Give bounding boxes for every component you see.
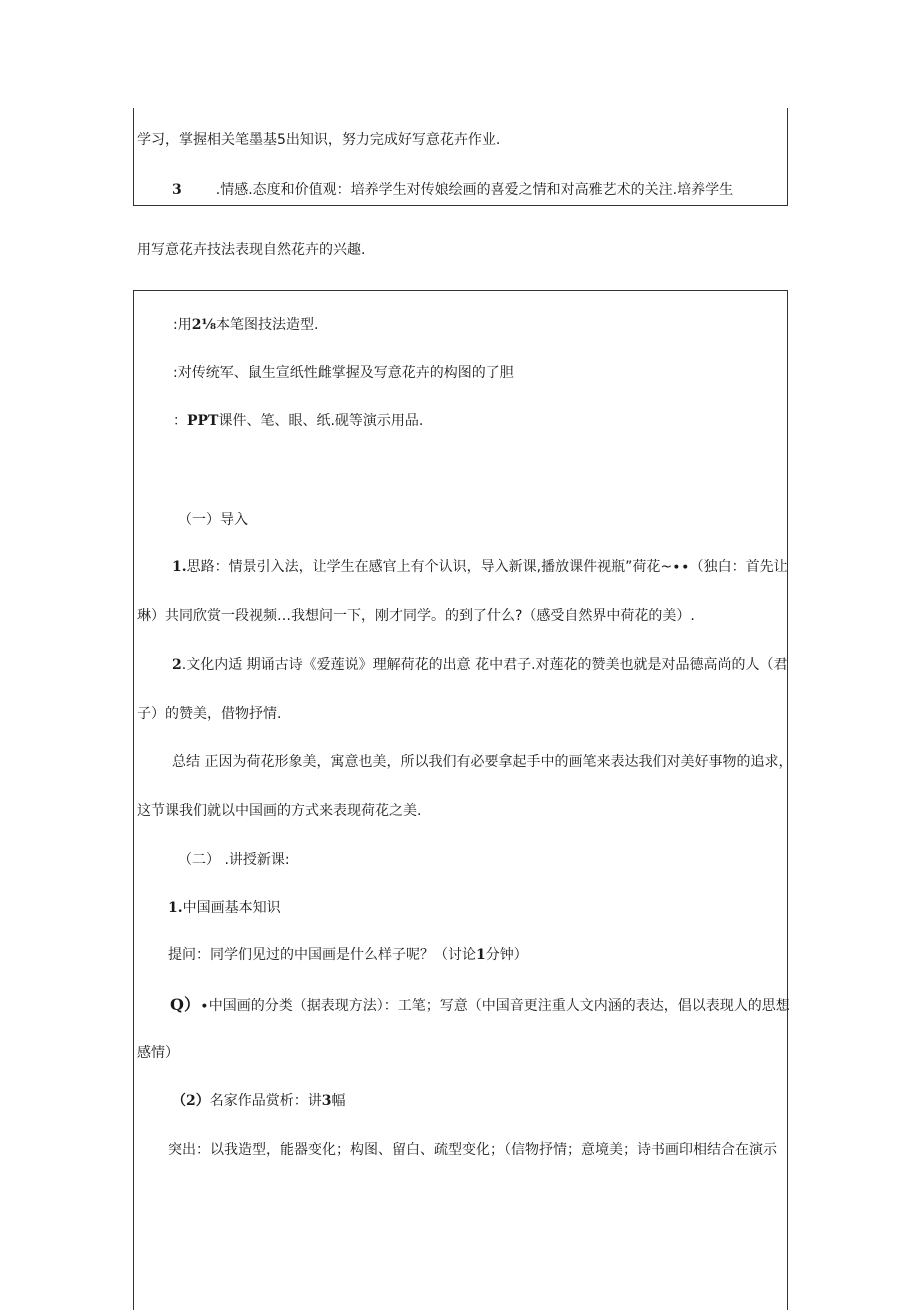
subsection-number: 1. [168, 900, 183, 916]
paragraph-1-line-1 [172, 557, 788, 577]
classification-line-1 [170, 995, 790, 1016]
item-2-text-b: 幅 [331, 1093, 346, 1109]
difficulty-line: :对传统军、鼠生宣纸性雌掌握及写意花卉的构图的了胆 [173, 365, 514, 381]
item-2-number: （2） [172, 1093, 210, 1109]
preparation-rest: 课件、笔、眼、纸.砚等演示用品. [218, 413, 424, 429]
section-heading-2: （二） .讲授新课: [178, 852, 290, 868]
paragraph-2-line-2: 子）的赞美，借物抒情. [137, 706, 282, 722]
top-line-1: 学习，掌握相关笔墨基5出知识，努力完成好写意花卉作业. [137, 132, 501, 148]
summary-line-1: 总结 正因为荷花形象美，寓意也美，所以我们有必要拿起手中的画笔来表达我们对美好事物的追求， [172, 754, 793, 770]
question-number: 1 [476, 947, 486, 963]
paragraph-1-line-2: 琳）共同欣赏一段视频…我想问一下，刚才同学。的到了什么?（感受自然界中荷花的美）. [137, 608, 695, 624]
preparation-line [173, 411, 423, 431]
key-point-prefix: :用 [173, 317, 192, 333]
item-2-text-a: 名家作品赏析：讲 [209, 1093, 322, 1109]
classification-line-2: 感情） [137, 1045, 179, 1061]
top-line-2 [172, 180, 733, 200]
preparation-prefix: ： [173, 413, 187, 429]
highlight-line: 突出：以我造型，能器变化；构图、留白、疏型变化；（信物抒情；意境美；诗书画印相结合在演示 [168, 1142, 777, 1158]
paragraph-1-number: 1. [172, 559, 187, 575]
key-point-rest: 本笔图技法造型. [215, 317, 319, 333]
question-line [168, 945, 528, 965]
paragraph-1-text: 思路：情景引入法，让学生在感官上有个认识，导入新课,播放课件视瓶”荷花~∙∙（独白：首先让 [186, 559, 788, 575]
subsection-title: 中国画基本知识 [182, 900, 281, 916]
key-point-line [173, 315, 318, 335]
item-2-count: 3 [321, 1093, 332, 1109]
section-heading-1: （一）导入 [178, 512, 248, 528]
top-line-2-number: 3 [172, 182, 182, 198]
classification-marker: Q） [170, 995, 200, 1014]
paragraph-2-line-1 [172, 655, 788, 675]
between-text: 用写意花卉技法表现自然花卉的兴趣. [137, 242, 366, 258]
question-prefix: 提问：同学们见过的中国画是什么样子呢？（讨论 [168, 947, 476, 963]
item-2-line [172, 1091, 346, 1111]
subsection-heading [168, 898, 281, 918]
top-line-2-text: .情感.态度和价值观：培养学生对传娘绘画的喜爱之情和对高雅艺术的关注.培养学生 [215, 182, 734, 198]
key-point-bold: 2⅛ [191, 317, 216, 333]
summary-line-2: 这节课我们就以中国画的方式来表现荷花之美. [137, 803, 422, 819]
preparation-bold: PPT [187, 413, 219, 429]
paragraph-2-text: .文化内适 期诵古诗《爱莲说》理解荷花的出意 花中君子.对莲花的赞美也就是对品德高尚的人（君 [181, 657, 788, 673]
paragraph-2-number: 2 [172, 657, 182, 673]
classification-text: ∙中国画的分类（据表现方法）：工笔；写意（中国音更注重人文内涵的表达，倡以表现人的思想 [199, 998, 790, 1014]
question-suffix: 分钟） [485, 947, 528, 963]
